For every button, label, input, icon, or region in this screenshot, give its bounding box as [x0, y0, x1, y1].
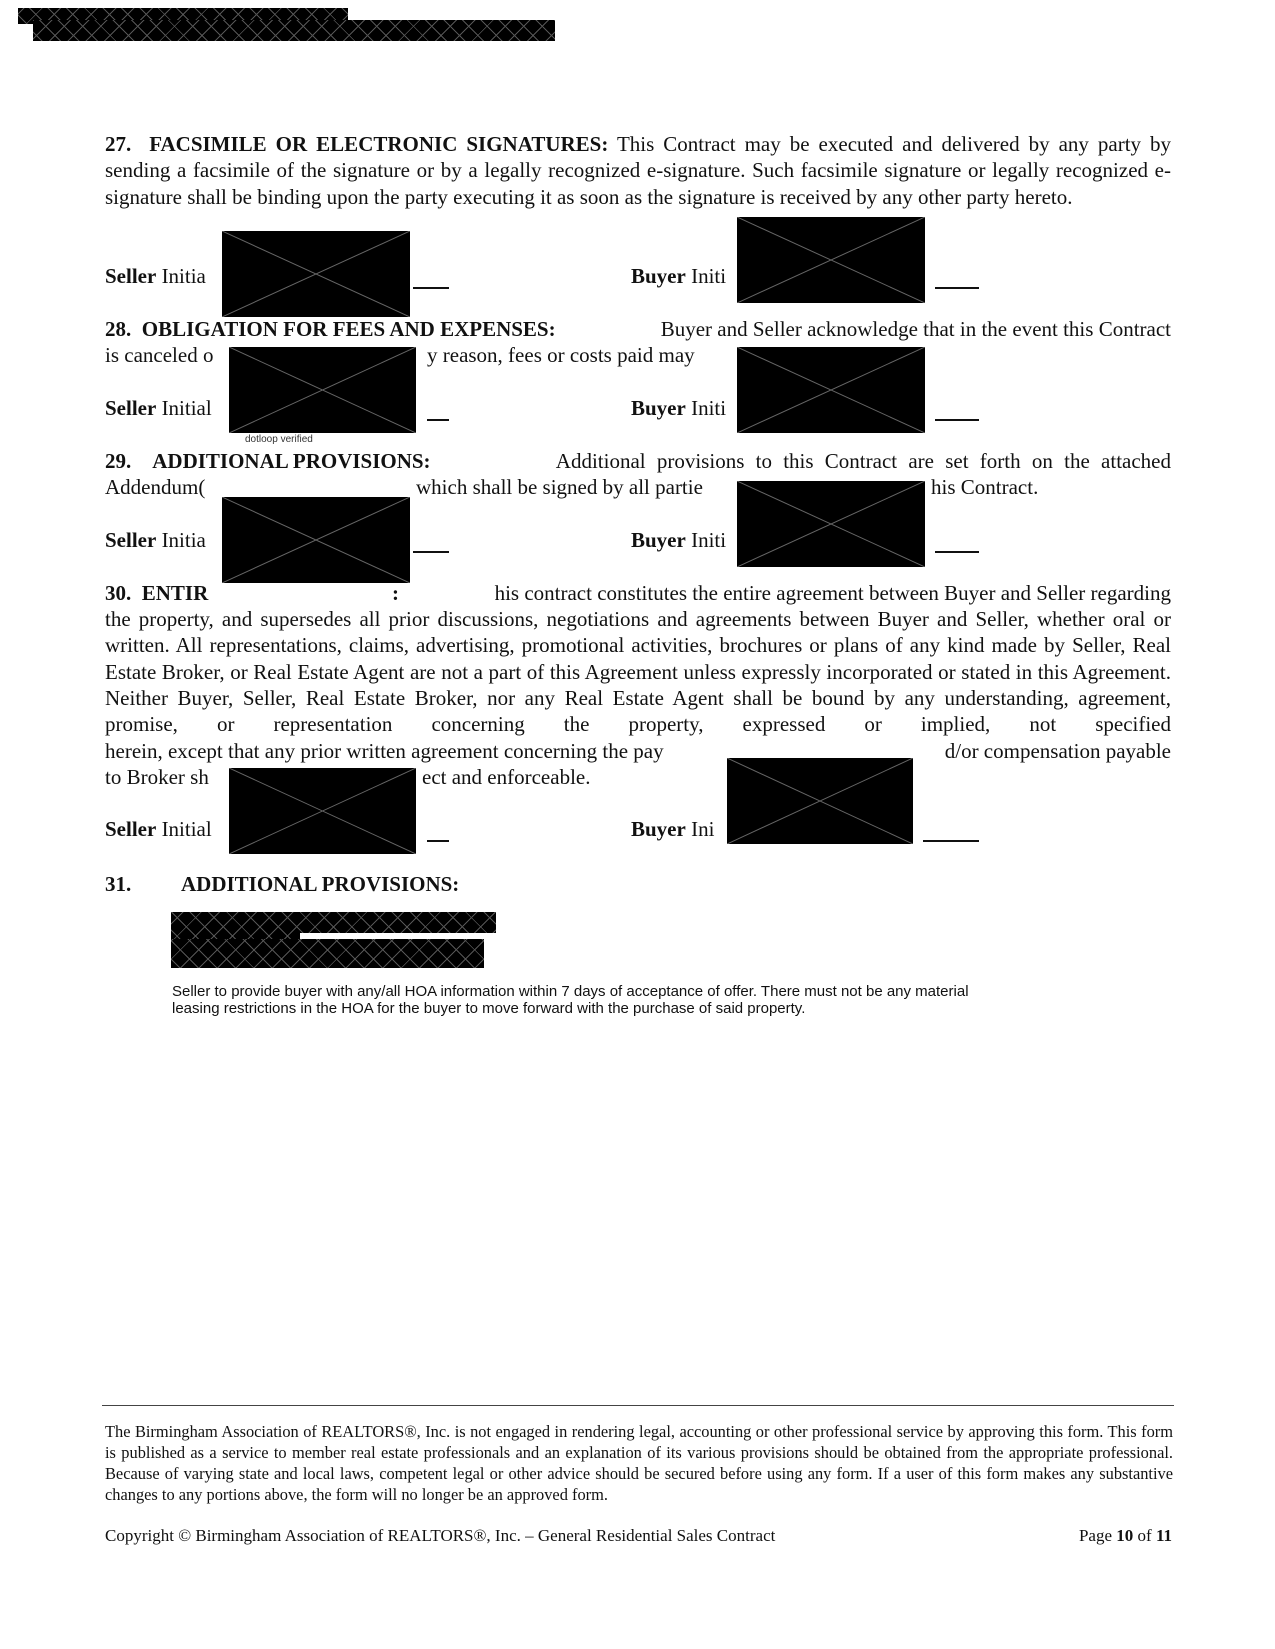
disclaimer-text: The Birmingham Association of REALTORS®, Inc. is not engaged in rendering legal, accounting or other professional service by approving this form. This form is published as a service to member real estate professionals and an explanation of its various provisions should be obtained from the appropriate professional. Because of varying state and local laws, competent legal or other advice should be secured before using any form. If a user of this form makes any substantive changes to any portions above, the form will no longer be an approved form.: [105, 1422, 1173, 1504]
section-28-number: 28.: [105, 317, 132, 341]
section-31-number: [105, 871, 131, 897]
page-total: 11: [1155, 1526, 1172, 1545]
seller-initials-30: [105, 816, 212, 842]
seller-initial-redaction-30: [229, 768, 416, 854]
buyer-label-rest: Initi: [691, 528, 727, 552]
buyer-label-rest: Initi: [691, 396, 727, 420]
section-29-body-a: Additional provisions to this Contract are set forth on the attached: [555, 449, 1171, 473]
buyer-initials-28: [631, 395, 726, 421]
typed-provision-text: Seller to provide buyer with any/all HOA information within 7 days of acceptance of offer. There must not be any material leasing restrictions in the HOA for the buyer to move forward with the purchase of said property.: [172, 983, 969, 1017]
dotloop-verified-label: dotloop verified: [245, 434, 313, 445]
section-27-number: 27.: [105, 132, 132, 156]
page-number: [1079, 1526, 1172, 1546]
section-29-title: ADDITIONAL PROVISIONS:: [152, 449, 431, 473]
section-30-body-a: his contract constitutes the entire agreement between Buyer and Seller regarding: [494, 581, 1171, 605]
page-current: 10: [1116, 1526, 1134, 1545]
section-29-body-b: Addendum(: [105, 475, 206, 499]
seller-initial-redaction-28: [229, 347, 416, 433]
seller-label: Seller: [105, 817, 157, 841]
section-29-body-c: which shall be signed by all partie: [416, 475, 703, 499]
section-30-body-i: to Broker sh: [105, 765, 209, 789]
buyer-label: Buyer: [631, 817, 686, 841]
copyright-text: Copyright © Birmingham Association of REALTORS®, Inc. – General Residential Sales Contract: [105, 1526, 776, 1545]
buyer-initials-29: [631, 527, 726, 553]
seller-label: Seller: [105, 396, 157, 420]
section-28-body-c: y reason, fees or costs paid may: [427, 343, 695, 367]
seller-initials-28: [105, 395, 212, 421]
section-31-number-text: 31.: [105, 872, 132, 896]
buyer-initials-30: [631, 816, 714, 842]
seller-initial-line-30: [427, 840, 449, 842]
section-30-body-main: the property, and supersedes all prior discussions, negotiations and agreements between Buyer and Seller, whether oral or written. All representations, claims, advertising, promotional activities, brochures or plans of any kind made by Seller, Real Estate Broker, or Real Estate Agent are not a part of this Agreement unless expressly incorporated or stated in this Agreement. Neither Buyer, Seller, Real Estate Broker, nor any Real Estate Agent shall be bound by any understanding, agreement, promise, or representation concerning the property, expressed or implied, not specified: [105, 607, 1171, 737]
seller-label: Seller: [105, 528, 157, 552]
buyer-label-rest: Ini: [691, 817, 715, 841]
section-28-body-b: is canceled o: [105, 343, 214, 367]
buyer-initial-redaction-27: [737, 217, 925, 303]
buyer-label-rest: Initi: [691, 264, 727, 288]
buyer-initials-27: [631, 263, 726, 289]
section-27-title: FACSIMILE OR ELECTRONIC SIGNATURES:: [149, 132, 609, 156]
provision-redaction-2: [171, 939, 484, 968]
section-28-heading: [105, 316, 556, 342]
seller-initials-29: [105, 527, 206, 553]
seller-initial-line-27: [413, 287, 449, 289]
section-29-line-1: [105, 448, 1171, 474]
seller-label-rest: Initial: [161, 817, 212, 841]
buyer-initial-redaction-30: [727, 758, 913, 844]
section-30-number: 30.: [105, 581, 132, 605]
seller-label-rest: Initia: [161, 528, 206, 552]
seller-label-rest: Initial: [161, 396, 212, 420]
buyer-initial-line-29: [935, 551, 979, 553]
section-28-body-a: Buyer and Seller acknowledge that in the event this Contract: [660, 317, 1171, 341]
seller-label-rest: Initia: [161, 264, 206, 288]
buyer-label: Buyer: [631, 528, 686, 552]
page-of: of: [1137, 1526, 1152, 1545]
section-30-body-h2: d/or compensation payable: [944, 739, 1171, 763]
section-27: [105, 131, 1171, 210]
buyer-label: Buyer: [631, 396, 686, 420]
seller-initials-27: [105, 263, 206, 289]
buyer-initial-line-30: [923, 840, 979, 842]
section-29-number: 29.: [105, 449, 132, 473]
seller-initial-line-29: [413, 551, 449, 553]
section-30-body-i2: ect and enforceable.: [422, 765, 591, 789]
section-29-body-d: his Contract.: [931, 475, 1039, 499]
buyer-initial-redaction-29: [737, 481, 925, 567]
buyer-label: Buyer: [631, 264, 686, 288]
buyer-initial-line-27: [935, 287, 979, 289]
seller-initial-redaction-29: [222, 497, 410, 583]
section-28-title: OBLIGATION FOR FEES AND EXPENSES:: [141, 317, 556, 341]
section-30-body-h: herein, except that any prior written agreement concerning the pay: [105, 739, 664, 763]
section-31-title-text: ADDITIONAL PROVISIONS:: [181, 872, 460, 896]
page-prefix: Page: [1078, 1526, 1113, 1545]
buyer-initial-redaction-28: [737, 347, 925, 433]
section-30-title: ENTIR: [141, 581, 209, 605]
footer-divider: [102, 1405, 1174, 1406]
section-28-line-1: [105, 316, 1171, 342]
header-redaction-2: [33, 20, 555, 41]
section-31-title: [181, 871, 459, 897]
section-30-colon: [392, 580, 399, 606]
section-30-heading: [105, 580, 208, 606]
section-30-colon-text: :: [392, 581, 399, 605]
seller-initial-redaction-27: [222, 231, 410, 317]
seller-label: Seller: [105, 264, 157, 288]
seller-initial-line-28: [427, 419, 449, 421]
section-29-heading: [105, 448, 431, 474]
section-27-body: This Contract may be executed and delivered by any party by sending a facsimile of the signature or by a legally recognized e-signature. Such facsimile signature or legally recognized e-signature shall be binding upon the party executing it as soon as the signature is received by any other party hereto.: [105, 132, 1172, 209]
buyer-initial-line-28: [935, 419, 979, 421]
